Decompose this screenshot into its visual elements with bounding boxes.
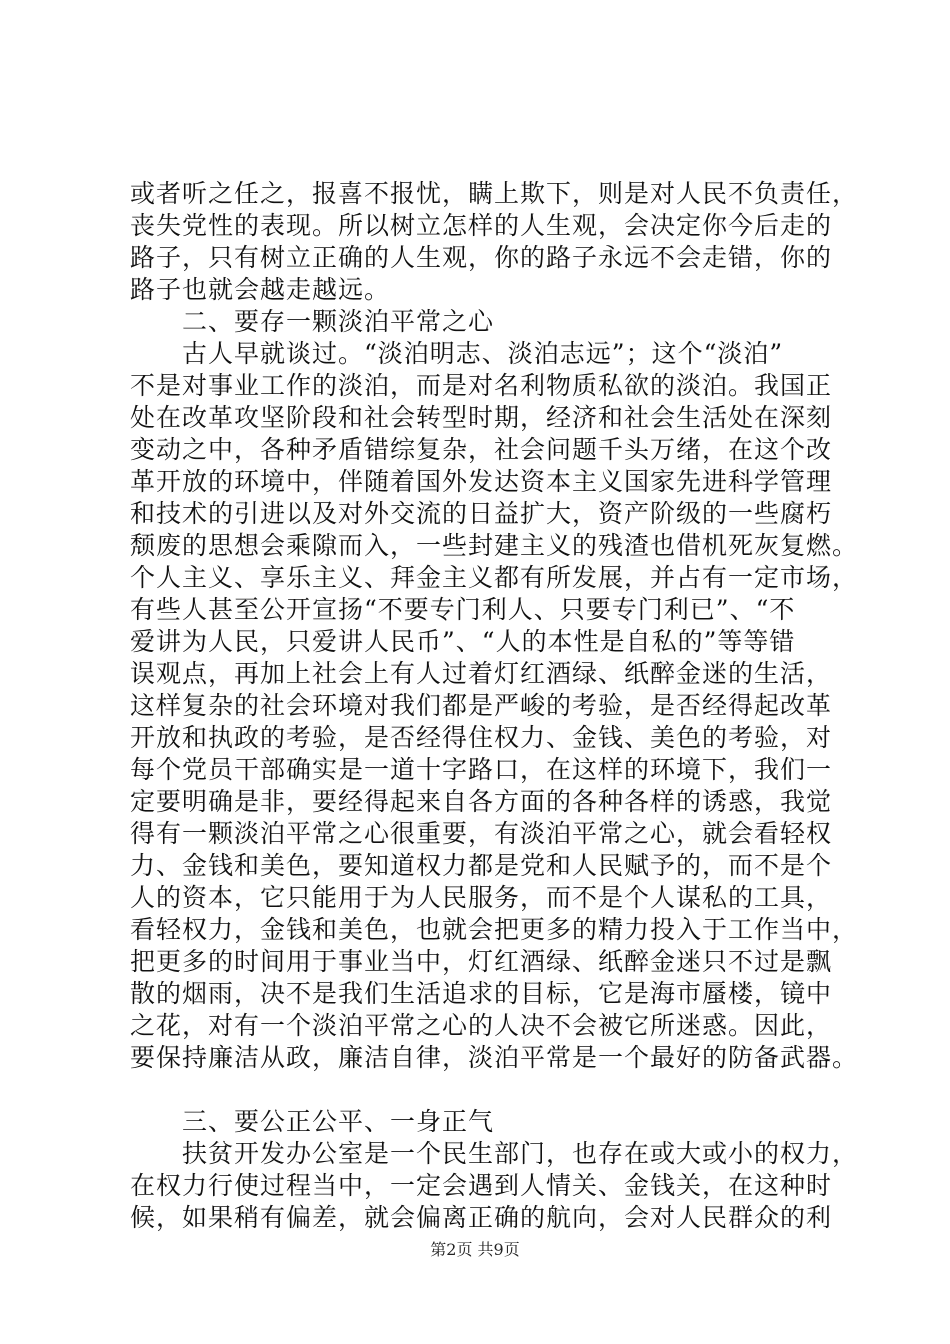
text-line: 个人主义、享乐主义、拜金主义都有所发展，并占有一定市场， [130, 563, 859, 592]
text-line: 得有一颗淡泊平常之心很重要，有淡泊平常之心，就会看轻权 [130, 819, 833, 848]
section-heading: 二、要存一颗淡泊平常之心 [130, 307, 495, 336]
text-line: 扶贫开发办公室是一个民生部门，也存在或大或小的权力， [130, 1139, 859, 1168]
text-line: 和技术的引进以及对外交流的日益扩大，资产阶级的一些腐朽 [130, 499, 833, 528]
text-line: 有些人甚至公开宣扬“不要专门利人、只要专门利已”、“不 [130, 595, 796, 624]
text-line: 之花，对有一个淡泊平常之心的人决不会被它所迷惑。因此， [130, 1011, 833, 1040]
text-line: 人的资本，它只能用于为人民服务，而不是个人谋私的工具， [130, 883, 833, 912]
text-line: 路子也就会越走越远。 [130, 275, 391, 304]
section-heading: 三、要公正公平、一身正气 [130, 1107, 495, 1136]
text-line: 候，如果稍有偏差，就会偏离正确的航向，会对人民群众的利 [130, 1203, 833, 1232]
text-line: 变动之中，各种矛盾错综复杂，社会问题千头万绪，在这个改 [130, 435, 833, 464]
text-line: 误观点，再加上社会上有人过着灯红酒绿、纸醉金迷的生活， [130, 659, 833, 688]
text-line: 或者听之任之，报喜不报忧，瞒上欺下，则是对人民不负责任， [130, 179, 859, 208]
text-line: 每个党员干部确实是一道十字路口，在这样的环境下，我们一 [130, 755, 833, 784]
text-line: 力、金钱和美色，要知道权力都是党和人民赋予的，而不是个 [130, 851, 833, 880]
text-line: 颓废的思想会乘隙而入，一些封建主义的残渣也借机死灰复燃。 [130, 531, 859, 560]
text-line: 开放和执政的考验，是否经得住权力、金钱、美色的考验，对 [130, 723, 833, 752]
text-line: 定要明确是非，要经得起来自各方面的各种各样的诱惑，我觉 [130, 787, 833, 816]
text-line: 散的烟雨，决不是我们生活追求的目标，它是海市蜃楼，镜中 [130, 979, 833, 1008]
text-line: 处在改革攻坚阶段和社会转型时期，经济和社会生活处在深刻 [130, 403, 833, 432]
text-line: 古人早就谈过。“淡泊明志、淡泊志远”；这个“淡泊” [130, 339, 784, 368]
text-line: 革开放的环境中，伴随着国外发达资本主义国家先进科学管理 [130, 467, 833, 496]
text-line: 这样复杂的社会环境对我们都是严峻的考验，是否经得起改革 [130, 691, 833, 720]
text-line: 爱讲为人民，只爱讲人民币”、“人的本性是自私的”等等错 [130, 627, 796, 656]
text-line: 不是对事业工作的淡泊，而是对名利物质私欲的淡泊。我国正 [130, 371, 833, 400]
text-line: 看轻权力，金钱和美色，也就会把更多的精力投入于工作当中， [130, 915, 859, 944]
page-number-footer: 第2页 共9页 [430, 1240, 520, 1259]
text-line: 丧失党性的表现。所以树立怎样的人生观，会决定你今后走的 [130, 211, 833, 240]
text-line: 路子，只有树立正确的人生观，你的路子永远不会走错，你的 [130, 243, 833, 272]
text-line: 要保持廉洁从政，廉洁自律，淡泊平常是一个最好的防备武器。 [130, 1043, 859, 1072]
text-line: 在权力行使过程当中，一定会遇到人情关、金钱关，在这种时 [130, 1171, 833, 1200]
text-line: 把更多的时间用于事业当中，灯红酒绿、纸醉金迷只不过是飘 [130, 947, 833, 976]
